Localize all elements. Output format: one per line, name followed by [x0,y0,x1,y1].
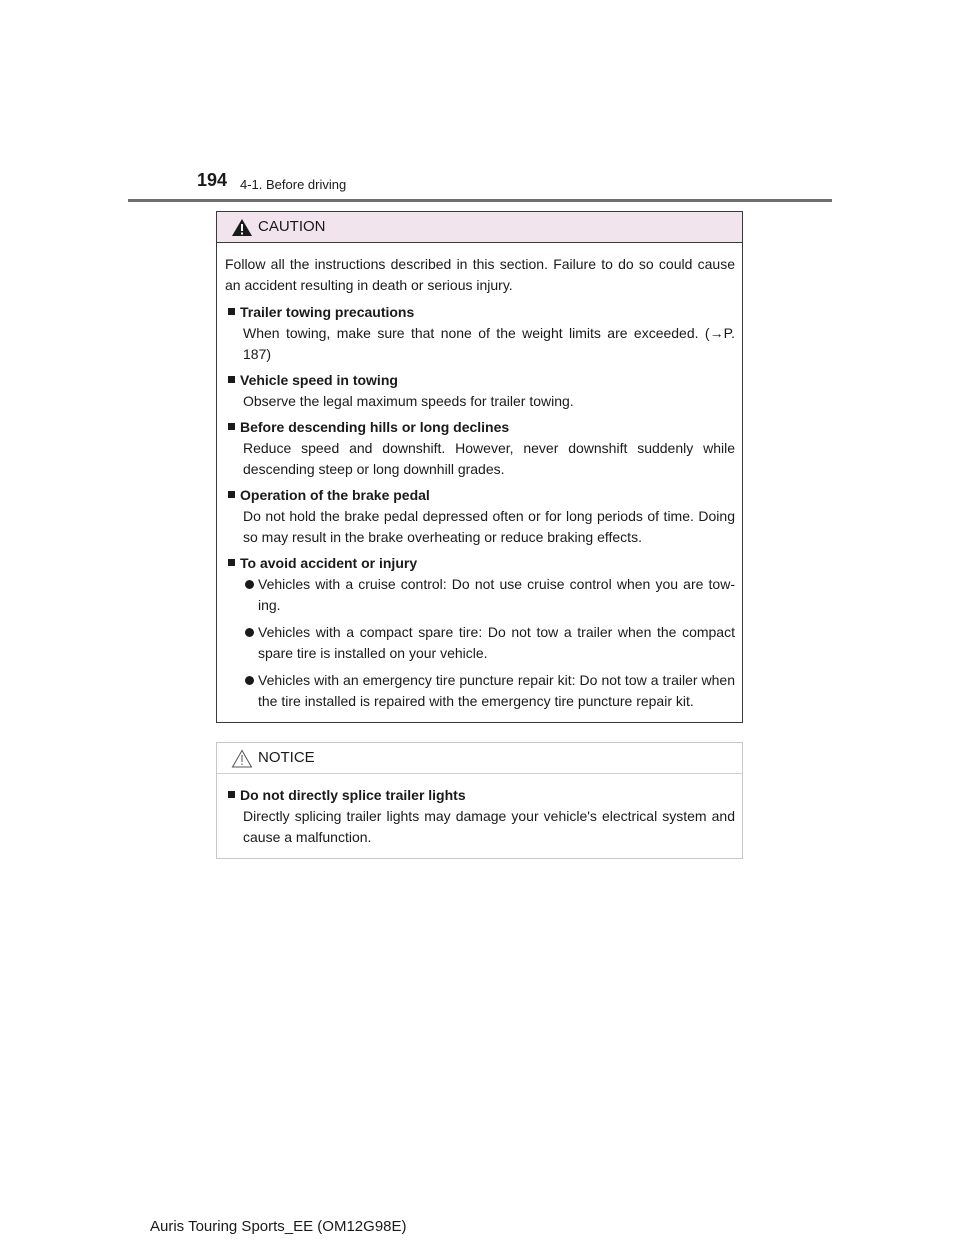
item-text: Reduce speed and downshift. However, never downshift suddenly while descending steep or long downhill grades. [243,440,735,477]
caution-item [225,553,735,712]
notice-body [217,774,742,848]
page-header [0,0,960,202]
sub-item [225,574,735,616]
round-bullet-icon [245,580,254,589]
header-divider [128,199,832,202]
item-heading: Operation of the brake pedal [240,487,430,503]
item-heading: Vehicle speed in towing [240,372,398,388]
caution-item [225,370,735,412]
page-number: 194 [197,170,228,190]
sub-item-text: Vehicles with an emergency tire puncture repair kit: Do not tow a trailer when the tire installed is repaired with the emergency tire puncture repair kit. [258,672,735,709]
caution-item [225,485,735,548]
notice-item [225,785,735,848]
section-title: 4-1. Before driving [240,177,347,192]
sub-item [225,670,735,712]
square-bullet-icon [228,423,235,430]
notice-title: NOTICE [258,749,315,766]
item-heading: Do not directly splice trailer lights [240,787,466,803]
caution-item [225,417,735,480]
warning-triangle-outline-icon [231,749,253,768]
round-bullet-icon [245,676,254,685]
caution-header [217,212,742,243]
round-bullet-icon [245,628,254,637]
item-text: Observe the legal maximum speeds for trailer towing. [243,393,574,409]
sub-item-text: Vehicles with a cruise control: Do not use cruise control when you are tow-ing. [258,576,735,613]
square-bullet-icon [228,791,235,798]
sub-item [225,622,735,664]
square-bullet-icon [228,308,235,315]
caution-intro: Follow all the instructions described in this section. Failure to do so could cause an accident resulting in death or serious injury. [225,256,735,293]
caution-item [225,302,735,365]
caution-box [216,211,743,723]
caution-title: CAUTION [258,218,326,235]
item-heading: To avoid accident or injury [240,555,418,571]
item-heading: Before descending hills or long declines [240,419,510,435]
sub-item-text: Vehicles with a compact spare tire: Do not tow a trailer when the compact spare tire is installed on your vehicle. [258,624,735,661]
item-text: Directly splicing trailer lights may damage your vehicle's electrical system and cause a malfunction. [243,808,735,845]
caution-body [217,243,742,712]
square-bullet-icon [228,559,235,566]
square-bullet-icon [228,491,235,498]
page-footer: Auris Touring Sports_EE (OM12G98E) [150,1218,407,1235]
notice-header [217,743,742,774]
notice-box [216,742,743,859]
item-text: When towing, make sure that none of the weight limits are exceeded. (→P. 187) [243,325,735,362]
item-text: Do not hold the brake pedal depressed often or for long periods of time. Doing so may result in the brake overheating or reduce braking effects. [243,508,735,545]
item-heading: Trailer towing precautions [240,304,415,320]
square-bullet-icon [228,376,235,383]
warning-triangle-icon [231,218,253,237]
